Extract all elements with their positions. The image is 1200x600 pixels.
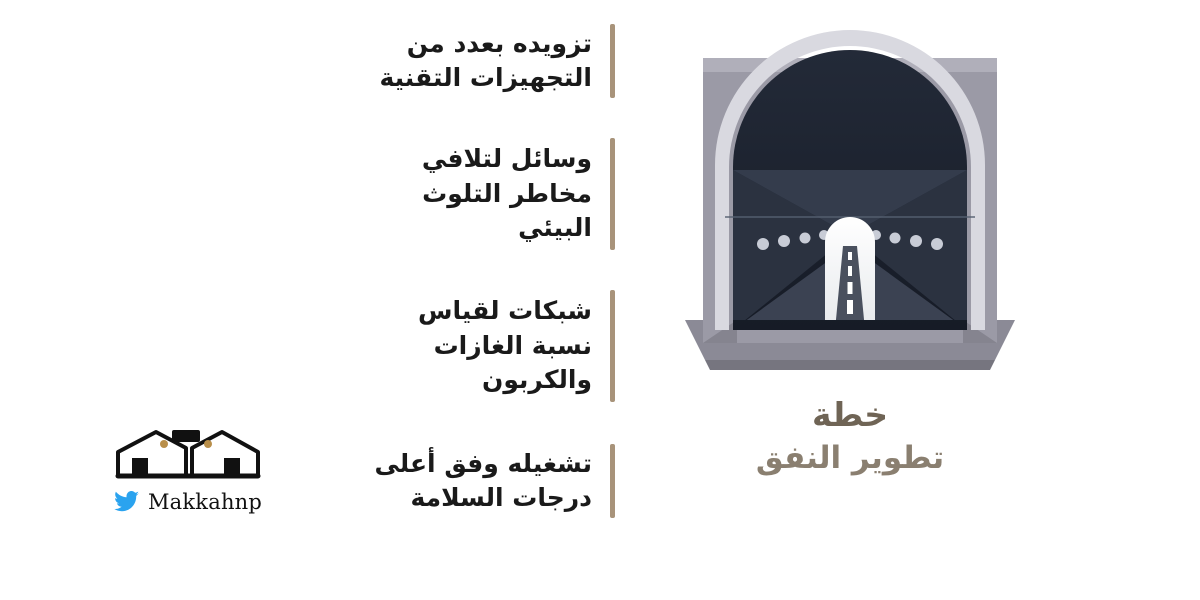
title-line-1: خطة [812, 395, 888, 434]
social-handle-text: Makkahnp [147, 490, 263, 514]
brand-logo-block [108, 422, 268, 514]
title-line-2: تطوير النفق [755, 439, 945, 476]
point-text: وسائل لتلافي مخاطر التلوث البيئي [421, 144, 592, 243]
twitter-bird-icon [114, 491, 140, 513]
makkah-logo-icon [112, 422, 264, 484]
point-rule [610, 290, 615, 402]
point-rule [610, 444, 615, 518]
list-item [350, 444, 615, 518]
page-title [756, 393, 944, 479]
tunnel-illustration [685, 30, 1015, 375]
list-item [350, 138, 615, 250]
tunnel-panel [670, 30, 1030, 530]
points-list [350, 18, 615, 518]
point-rule [610, 24, 615, 98]
point-rule [610, 138, 615, 250]
point-text: تشغيله وفق أعلى درجات السلامة [374, 448, 592, 512]
tunnel-ground-shadow [705, 360, 995, 370]
list-item [350, 24, 615, 98]
social-handle-row [108, 490, 268, 514]
point-text: تزويده بعدد من التجهيزات التقنية [379, 28, 592, 92]
point-text: شبكات لقياس نسبة الغازات والكربون [417, 296, 592, 395]
tunnel-interior [725, 170, 975, 330]
list-item [350, 290, 615, 402]
